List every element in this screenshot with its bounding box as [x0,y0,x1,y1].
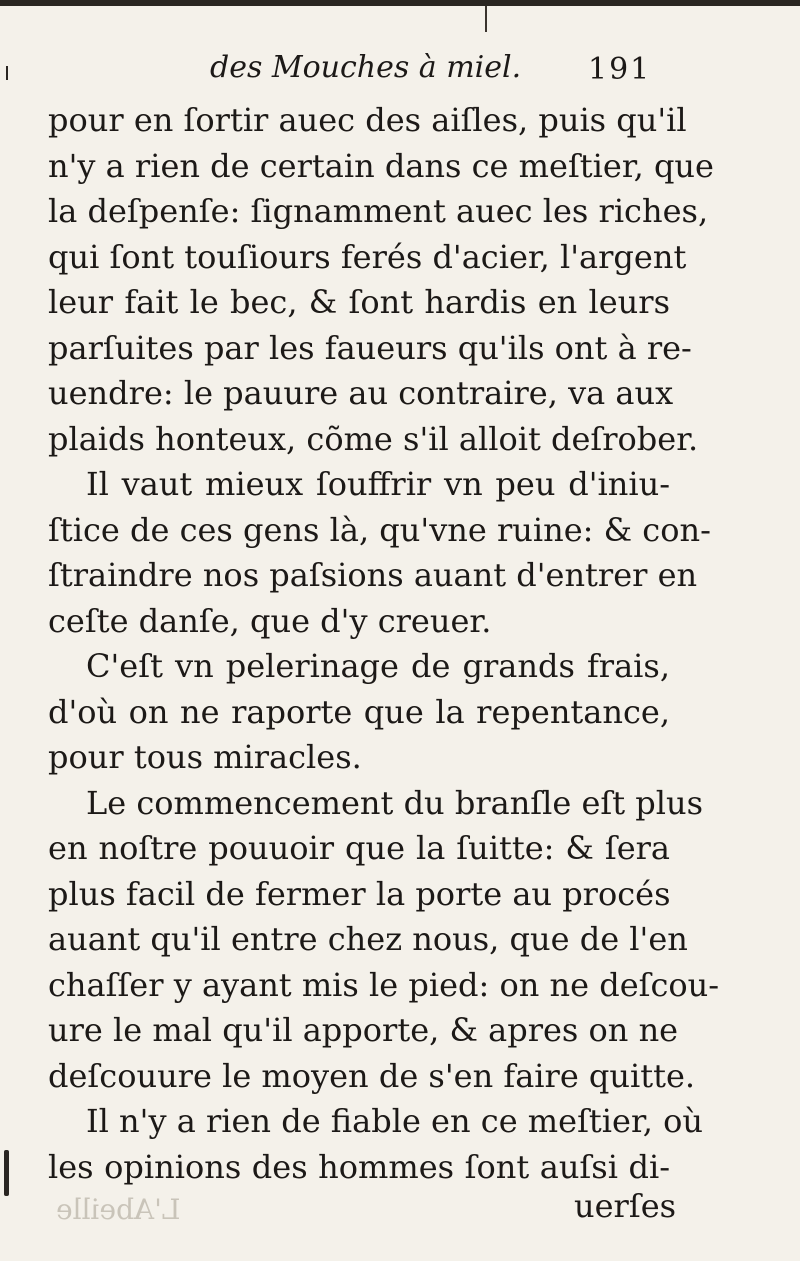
catchword: uerſes [574,1187,677,1225]
text-body [48,98,720,1190]
text-line: deſcouure le moyen de s'en faire quitte. [48,1056,696,1095]
text-line: Il vaut mieux ſouffrir vn peu d'iniu- [86,465,670,503]
text-line: ſtice de ces gens là, qu'vne ruine: & con- [48,510,711,549]
text-line: n'y a rien de certain dans ce meſtier, que [48,146,714,185]
page-top-edge [0,0,800,6]
margin-mark-lower [4,1150,9,1196]
text-line: les opinions des hommes ſont auſsi di- [48,1147,670,1186]
binding-mark [485,6,487,32]
text-line: auant qu'il entre chez nous, que de l'en [48,920,688,958]
text-line: plaids honteux, cõme s'il alloit deſrober. [48,419,699,458]
text-line: ceſte danſe, que d'y creuer. [48,601,492,640]
text-line: Le commencement du branſle eſt plus [86,783,704,822]
text-line: la deſpenſe: ſignamment auec les riches, [48,192,709,230]
text-line: ſtraindre nos paſsions auant d'entrer en [48,556,698,594]
text-line: uendre: le pauure au contraire, va aux [48,374,674,412]
text-line: leur fait le bec, & ſont hardis en leurs [48,283,670,321]
text-line: C'eſt vn pelerinage de grands frais, [86,647,670,685]
margin-mark [6,66,8,80]
text-line: en noſtre pouuoir que la ſuitte: & ſera [48,829,670,867]
page-header [48,44,668,94]
running-title: des Mouches à miel. [210,50,522,85]
text-line: chaſſer y ayant mis le pied: on ne deſcou- [48,965,720,1004]
text-line: d'où on ne raporte que la repentance, [48,692,670,731]
text-line: qui ſont touſiours ferés d'acier, l'argent [48,237,687,276]
text-line: plus facil de fermer la porte au procés [48,874,671,913]
bleed-through-text: L'Abeille [56,1193,181,1226]
text-line: pour en ſortir auec des aiſles, puis qu'il [48,101,687,139]
text-line: parſuites par les faueurs qu'ils ont à re- [48,328,692,367]
text-line: Il n'y a rien de fiable en ce meſtier, où [86,1102,703,1140]
text-line: pour tous miracles. [48,738,362,776]
page-number: 191 [588,52,652,87]
text-line: ure le mal qu'il apporte, & apres on ne [48,1011,679,1049]
